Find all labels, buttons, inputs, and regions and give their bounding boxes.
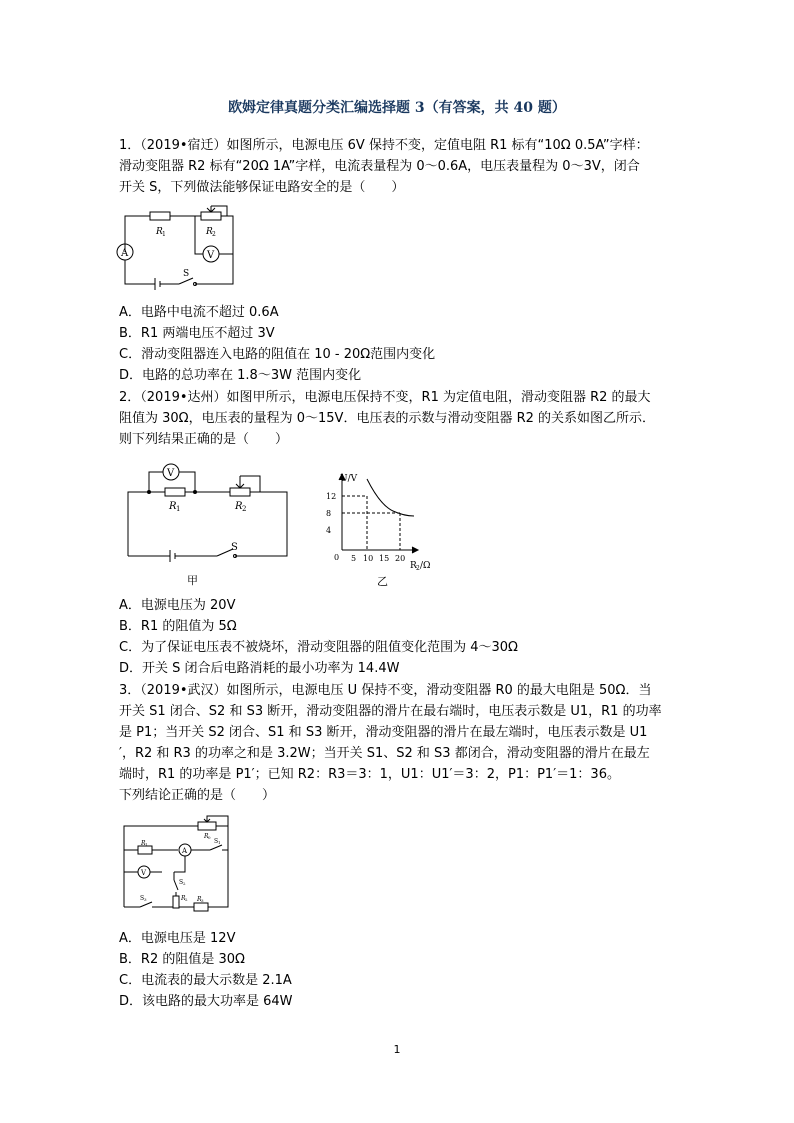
switch-s3	[140, 902, 152, 907]
question-3-line-2: 开关 S1 闭合、S2 和 S3 断开，滑动变阻器的滑片在最右端时，电压表示数是 U1，R1 的功率	[119, 704, 662, 719]
x-axis-label-sub: 2	[416, 565, 420, 572]
x-tick-20: 20	[395, 554, 406, 563]
question-2-line-3: 则下列结果正确的是（ ）	[119, 432, 289, 447]
question-3-option-b: B．R2 的阻值是 30Ω	[119, 952, 245, 967]
label-r1-sub: 1	[145, 842, 148, 847]
switch-s2	[174, 880, 178, 890]
label-r1: R	[156, 227, 163, 237]
label-r2-sub: 2	[242, 505, 247, 513]
x-tick-15: 15	[379, 554, 390, 563]
ammeter-label: A	[121, 248, 129, 259]
question-1-circuit-diagram	[115, 206, 245, 296]
question-1-option-b: B．R1 两端电压不超过 3V	[119, 326, 275, 341]
resistor-r1	[165, 488, 185, 496]
question-1-option-d: D．电路的总功率在 1.8～3W 范围内变化	[119, 368, 362, 383]
x-tick-10: 10	[363, 554, 374, 563]
y-axis-label: U/V	[340, 474, 358, 484]
question-2-graph-b	[320, 470, 440, 590]
question-2-circuit-diagram-a	[125, 458, 295, 588]
origin-label: 0	[334, 553, 340, 562]
label-s1: S	[214, 838, 219, 845]
rheostat-r0	[198, 822, 216, 830]
resistor-r2	[173, 896, 179, 908]
question-2-line-2: 阻值为 30Ω，电压表的量程为 0～15V．电压表的示数与滑动变阻器 R2 的关系如图乙所示．	[119, 411, 656, 426]
rheostat-r2	[230, 488, 250, 496]
label-s1-sub: 1	[218, 840, 221, 845]
x-axis-label: R	[410, 561, 417, 571]
y-tick-8: 8	[326, 509, 332, 518]
label-r3-sub: 3	[201, 898, 204, 903]
switch-s1	[210, 845, 222, 850]
x-tick-5: 5	[351, 554, 357, 563]
label-r2: R	[235, 501, 243, 512]
question-2-number: 2．	[119, 390, 141, 405]
label-r1: R	[141, 840, 146, 847]
rheostat-r2	[201, 212, 221, 220]
figure-caption-yi: 乙	[377, 575, 388, 588]
y-tick-12: 12	[326, 492, 337, 501]
label-r3: R	[197, 896, 202, 903]
question-2-option-b: B．R1 的阻值为 5Ω	[119, 619, 237, 634]
resistor-r3	[194, 903, 208, 911]
question-3-line-3: 是 P1；当开关 S2 闭合、S1 和 S3 断开，滑动变阻器的滑片在最左端时，电压表示数是 U1	[119, 725, 648, 740]
question-1-line-3: 开关 S，下列做法能够保证电路安全的是（ ）	[119, 180, 405, 195]
question-1-option-c: C．滑动变阻器连入电路的阻值在 10 - 20Ω范围内变化	[119, 347, 436, 362]
voltmeter-label: V	[167, 468, 175, 479]
label-r2-sub: 2	[185, 897, 188, 902]
u-r2-curve	[367, 479, 414, 516]
question-2-line-1: （2019•达州）如图甲所示，电源电压保持不变，R1 为定值电阻，滑动变阻器 R2 的最大	[140, 390, 651, 405]
question-3-line-6: 下列结论正确的是（ ）	[119, 788, 276, 803]
question-3-option-a: A．电源电压是 12V	[119, 931, 236, 946]
question-2-option-a: A．电源电压为 20V	[119, 598, 236, 613]
question-3-number: 3．	[119, 683, 141, 698]
label-r0-sub: 0	[208, 835, 211, 840]
question-1-text	[119, 135, 679, 198]
label-s2-sub: 2	[183, 881, 186, 886]
x-axis-label-unit: /Ω	[420, 561, 431, 571]
label-r2-sub: 2	[212, 231, 216, 238]
question-1-option-a: A．电路中电流不超过 0.6A	[119, 305, 279, 320]
question-2-option-c: C．为了保证电压表不被烧坏，滑动变阻器的阻值变化范围为 4～30Ω	[119, 640, 518, 655]
label-r1-sub: 1	[162, 231, 166, 238]
label-r2: R	[181, 895, 186, 902]
y-tick-4: 4	[326, 526, 332, 535]
page-number: 1	[393, 1043, 401, 1056]
question-3-line-4: ′，R2 和 R3 的功率之和是 3.2W；当开关 S1、S2 和 S3 都闭合，滑动变阻器的滑片在最左	[119, 746, 650, 761]
question-3-circuit-diagram	[118, 812, 238, 912]
label-s2: S	[179, 879, 184, 886]
voltmeter-label: V	[141, 869, 147, 877]
label-r1-sub: 1	[176, 505, 181, 513]
question-2-option-d: D．开关 S 闭合后电路消耗的最小功率为 14.4W	[119, 661, 400, 676]
question-1-number: 1．	[119, 138, 141, 153]
resistor-r1	[150, 212, 170, 220]
label-s3-sub: 3	[144, 897, 147, 902]
resistor-r1	[138, 846, 152, 854]
label-s3: S	[140, 895, 145, 902]
question-3-line-1: （2019•武汉）如图所示，电源电压 U 保持不变，滑动变阻器 R0 的最大电阻是 50Ω．当	[140, 683, 652, 698]
question-3-option-d: D．该电路的最大功率是 64W	[119, 994, 293, 1009]
question-1-line-2: 滑动变阻器 R2 标有“20Ω 1A”字样，电流表量程为 0～0.6A，电压表量程为 0～3V，闭合	[119, 159, 640, 174]
label-r0: R	[204, 833, 209, 840]
label-r2: R	[206, 227, 213, 237]
voltmeter-label: V	[207, 250, 215, 261]
question-3-line-5: 端时，R1 的功率是 P1′；已知 R2：R3＝3：1，U1：U1′＝3：2，P1：P1′＝1：36。	[119, 767, 620, 782]
label-switch: S	[231, 542, 238, 553]
question-2-text	[119, 387, 679, 450]
page-title: 欧姆定律真题分类汇编选择题 3（有答案，共 40 题）	[228, 100, 566, 116]
question-3-option-c: C．电流表的最大示数是 2.1A	[119, 973, 292, 988]
label-r1: R	[169, 501, 177, 512]
label-switch: S	[183, 269, 190, 279]
figure-caption-jia: 甲	[187, 574, 198, 587]
ammeter-label: A	[182, 847, 188, 855]
question-3-text	[119, 680, 679, 806]
question-1-line-1: （2019•宿迁）如图所示，电源电压 6V 保持不变，定值电阻 R1 标有“10Ω 0.5A”字样：	[140, 138, 649, 153]
